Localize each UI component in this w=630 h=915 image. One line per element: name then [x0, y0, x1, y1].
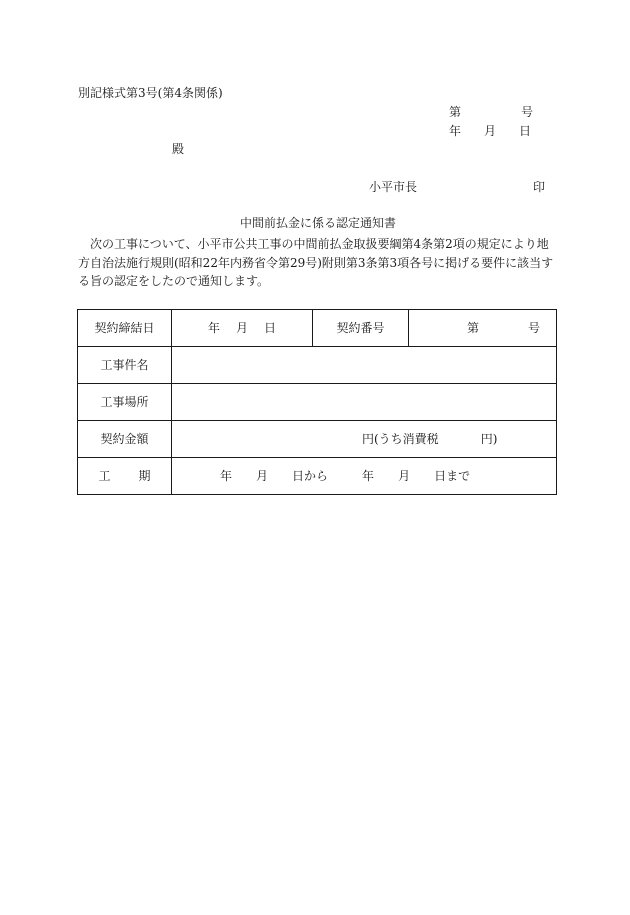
- date-year: 年: [449, 124, 462, 138]
- form-label: 別記様式第3号(第4条関係): [78, 86, 223, 100]
- label-project-name: 工事件名: [78, 347, 172, 384]
- contract-number-prefix: 第: [467, 321, 480, 335]
- issuer-name: 小平市長: [369, 180, 418, 194]
- body-paragraph: 次の工事について、小平市公共工事の中間前払金取扱要綱第4条第2項の規定により地方自治法施行規則(昭和22年内務省令第29号)附則第3条第3項各号に掲げる要件に該当する旨の認定をしたので通知します。: [78, 237, 554, 288]
- period-to-day: 日まで: [434, 469, 471, 483]
- label-contract-date: 契約締結日: [78, 310, 172, 347]
- label-contract-amount: 契約金額: [78, 421, 172, 458]
- document-number-prefix: 第: [449, 105, 462, 119]
- table-row-project-location: [78, 384, 557, 421]
- label-project-location: 工事場所: [78, 384, 172, 421]
- contract-number-field: [409, 310, 557, 347]
- contract-date-month: 月: [235, 321, 248, 335]
- seal-mark: 印: [533, 180, 546, 194]
- table-row-contract-date: [78, 310, 557, 347]
- document-number-suffix: 号: [521, 105, 534, 119]
- contract-date-year: 年: [207, 321, 220, 335]
- contract-date-day: 日: [264, 321, 277, 335]
- period-from-day: 日から: [292, 469, 329, 483]
- label-contract-number: 契約番号: [313, 310, 409, 347]
- period-from-year: 年: [220, 469, 233, 483]
- tax-close-text: 円): [480, 432, 498, 446]
- date-day: 日: [519, 124, 532, 138]
- addressee-suffix: 殿: [172, 142, 185, 156]
- table-row-contract-amount: [78, 421, 557, 458]
- project-location-field: [172, 384, 557, 421]
- label-construction-period: [78, 458, 172, 495]
- period-to-month: 月: [398, 469, 411, 483]
- project-name-field: [172, 347, 557, 384]
- period-to-year: 年: [362, 469, 375, 483]
- table-row-project-name: [78, 347, 557, 384]
- table-row-construction-period: [78, 458, 557, 495]
- certification-table: [77, 309, 557, 495]
- document-title: 中間前払金に係る認定通知書: [240, 216, 397, 230]
- date-month: 月: [484, 124, 497, 138]
- label-period-char-1: 工: [98, 469, 111, 483]
- contract-amount-field: [172, 421, 557, 458]
- contract-date-field: [172, 310, 313, 347]
- label-period-char-2: 期: [138, 469, 151, 483]
- amount-unit-text: 円(うち消費税: [362, 432, 439, 446]
- contract-number-suffix: 号: [528, 321, 541, 335]
- construction-period-field: [172, 458, 557, 495]
- period-from-month: 月: [256, 469, 269, 483]
